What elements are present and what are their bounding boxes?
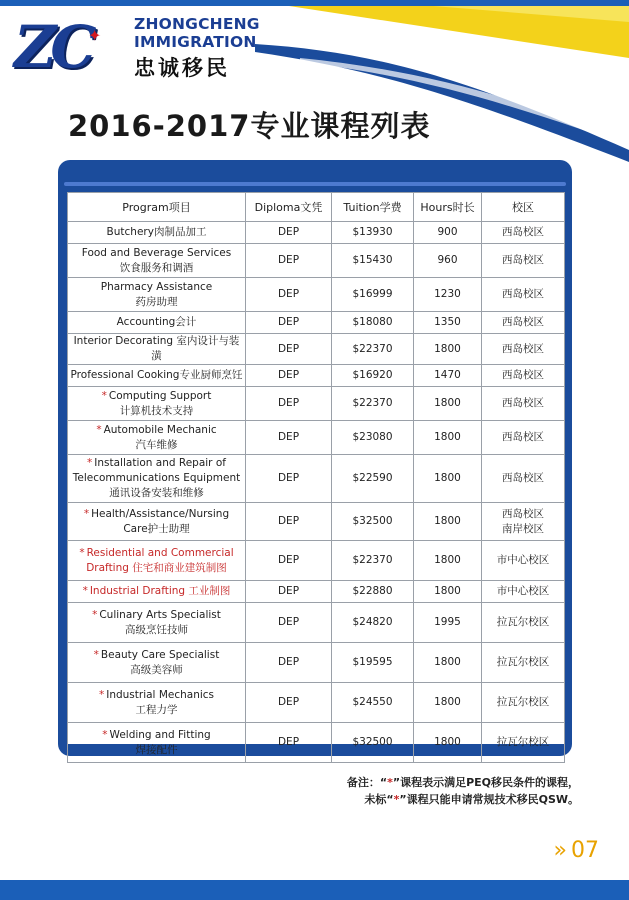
- campus-cell: [482, 455, 565, 503]
- program-name: Professional Cooking专业厨师烹饪: [70, 369, 243, 381]
- tuition-cell: $22880: [332, 581, 414, 603]
- logo-name-cn: 忠诚移民: [134, 56, 230, 80]
- campus-name: 拉瓦尔校区: [496, 616, 550, 628]
- program-name-line2: Drafting 住宅和商业建筑制图: [86, 561, 227, 574]
- program-name: Residential and Commercial: [86, 546, 234, 559]
- logo-mark: ZC: [14, 13, 91, 81]
- table-row: [68, 683, 565, 723]
- campus-name: 拉瓦尔校区: [496, 736, 550, 748]
- program-name-line2: 高级烹饪技师: [125, 623, 188, 636]
- program-name: Butchery肉制品加工: [106, 226, 207, 238]
- header-hours: Hours时长: [414, 193, 482, 222]
- footnote-line2: 未标“*”课程只能申请常规技术移民QSW。: [364, 793, 579, 806]
- hours-cell: 1800: [414, 643, 482, 683]
- program-name: Industrial Drafting 工业制图: [89, 585, 231, 597]
- star-icon: *: [83, 507, 90, 520]
- program-cell: [68, 278, 246, 312]
- hours-cell: 1800: [414, 421, 482, 455]
- hours-cell: 1800: [414, 723, 482, 763]
- program-name-line2: 计算机技术支持: [119, 404, 194, 417]
- program-cell: [68, 222, 246, 244]
- top-bar: [0, 0, 629, 6]
- campus-name: 西岛校区: [502, 316, 544, 328]
- header-tuition: Tuition学费: [332, 193, 414, 222]
- table-row: [68, 421, 565, 455]
- campus-cell: [482, 643, 565, 683]
- campus-name: 市中心校区: [496, 554, 550, 566]
- star-icon: *: [79, 546, 85, 559]
- campus-cell: [482, 421, 565, 455]
- campus-cell: [482, 222, 565, 244]
- campus-cell: [482, 278, 565, 312]
- maple-leaf-icon: ✦: [88, 26, 102, 45]
- campus-cell: [482, 387, 565, 421]
- star-icon: *: [92, 608, 98, 621]
- diploma-cell: DEP: [246, 334, 332, 365]
- program-name-line2: 高级美容师: [130, 663, 183, 676]
- tuition-cell: $23080: [332, 421, 414, 455]
- table-row: [68, 541, 565, 581]
- program-name-line2: Telecommunications Equipment: [72, 472, 241, 484]
- diploma-cell: DEP: [246, 365, 332, 387]
- star-icon: *: [96, 423, 102, 436]
- hours-cell: 1800: [414, 455, 482, 503]
- table-row: [68, 723, 565, 763]
- diploma-cell: DEP: [246, 503, 332, 541]
- program-cell: [68, 581, 246, 603]
- diploma-cell: DEP: [246, 455, 332, 503]
- table-row: [68, 334, 565, 365]
- campus-name: 西岛校区: [502, 288, 544, 300]
- tuition-cell: $22370: [332, 541, 414, 581]
- campus-name: 拉瓦尔校区: [496, 696, 550, 708]
- star-icon: *: [102, 728, 108, 741]
- program-name: Food and Beverage Services: [81, 246, 232, 259]
- program-name: Beauty Care Specialist: [100, 648, 220, 661]
- program-name: Culinary Arts Specialist: [99, 608, 221, 621]
- campus-name: 西岛校区: [502, 431, 544, 443]
- program-name: Accounting会计: [116, 316, 197, 328]
- campus-cell: [482, 365, 565, 387]
- hours-cell: 1800: [414, 683, 482, 723]
- program-name-line2: Care护士助理: [123, 522, 190, 535]
- page-number: » 07: [553, 838, 599, 863]
- tuition-cell: $19595: [332, 643, 414, 683]
- diploma-cell: DEP: [246, 643, 332, 683]
- program-name-line2: 饮食服务和调酒: [119, 261, 194, 274]
- tuition-cell: $22370: [332, 387, 414, 421]
- tuition-cell: $32500: [332, 503, 414, 541]
- footnote-line1: 备注：“*”课程表示满足PEQ移民条件的课程，: [346, 776, 579, 789]
- hours-cell: 1470: [414, 365, 482, 387]
- star-icon: *: [82, 585, 88, 597]
- hours-cell: 1995: [414, 603, 482, 643]
- footnote: [347, 774, 579, 808]
- tuition-cell: $24550: [332, 683, 414, 723]
- program-cell: [68, 603, 246, 643]
- program-name: Computing Support: [108, 389, 212, 402]
- tuition-cell: $13930: [332, 222, 414, 244]
- table-row: [68, 278, 565, 312]
- hours-cell: 1800: [414, 541, 482, 581]
- diploma-cell: DEP: [246, 312, 332, 334]
- course-table-container: [67, 192, 564, 756]
- header-diploma: Diploma文凭: [246, 193, 332, 222]
- diploma-cell: DEP: [246, 541, 332, 581]
- hours-cell: 1800: [414, 581, 482, 603]
- diploma-cell: DEP: [246, 222, 332, 244]
- hours-cell: 1230: [414, 278, 482, 312]
- table-row: [68, 581, 565, 603]
- program-cell: [68, 541, 246, 581]
- star-icon: *: [87, 457, 93, 469]
- star-icon: *: [101, 389, 107, 402]
- program-cell: [68, 723, 246, 763]
- table-row: [68, 244, 565, 278]
- program-cell: [68, 683, 246, 723]
- tuition-cell: $22590: [332, 455, 414, 503]
- campus-name: 市中心校区: [496, 585, 550, 597]
- campus-name-2: 南岸校区: [502, 522, 544, 535]
- tuition-cell: $16920: [332, 365, 414, 387]
- program-cell: [68, 503, 246, 541]
- program-name: Welding and Fitting: [109, 728, 211, 741]
- program-cell: [68, 334, 246, 365]
- header-program: Program项目: [68, 193, 246, 222]
- table-row: [68, 643, 565, 683]
- bottom-bar: [0, 880, 629, 900]
- header-campus: 校区: [482, 193, 565, 222]
- hours-cell: 1800: [414, 387, 482, 421]
- star-icon: *: [93, 648, 99, 661]
- diploma-cell: DEP: [246, 603, 332, 643]
- tuition-cell: $22370: [332, 334, 414, 365]
- chevron-right-icon: »: [553, 838, 567, 863]
- program-name: Installation and Repair of: [94, 457, 226, 469]
- table-row: [68, 503, 565, 541]
- tuition-cell: $15430: [332, 244, 414, 278]
- campus-cell: [482, 581, 565, 603]
- campus-cell: [482, 541, 565, 581]
- table-header-row: [68, 193, 565, 222]
- campus-name: 西岛校区: [502, 254, 544, 266]
- program-name: Interior Decorating 室内设计与装潢: [73, 335, 240, 362]
- program-name: Pharmacy Assistance: [100, 280, 213, 293]
- program-cell: [68, 365, 246, 387]
- campus-name: 西岛校区: [502, 342, 544, 355]
- diploma-cell: DEP: [246, 683, 332, 723]
- campus-cell: [482, 244, 565, 278]
- logo-name-line1: ZHONGCHENG: [134, 15, 260, 33]
- campus-name: 西岛校区: [502, 472, 544, 484]
- table-row: [68, 365, 565, 387]
- diploma-cell: DEP: [246, 244, 332, 278]
- campus-cell: [482, 683, 565, 723]
- diploma-cell: DEP: [246, 421, 332, 455]
- program-name-line2: 焊接配件: [135, 743, 178, 756]
- program-cell: [68, 643, 246, 683]
- program-name-line2: 药房助理: [135, 295, 178, 308]
- diploma-cell: DEP: [246, 278, 332, 312]
- table-row: [68, 312, 565, 334]
- program-name: Industrial Mechanics: [106, 688, 215, 701]
- campus-name: 西岛校区: [502, 369, 544, 381]
- hours-cell: 900: [414, 222, 482, 244]
- hours-cell: 960: [414, 244, 482, 278]
- diploma-cell: DEP: [246, 387, 332, 421]
- hours-cell: 1800: [414, 334, 482, 365]
- hours-cell: 1800: [414, 503, 482, 541]
- table-row: [68, 387, 565, 421]
- diploma-cell: DEP: [246, 723, 332, 763]
- program-cell: [68, 421, 246, 455]
- program-name-line2: 工程力学: [135, 703, 178, 716]
- program-cell: [68, 387, 246, 421]
- tuition-cell: $18080: [332, 312, 414, 334]
- program-name: Automobile Mechanic: [103, 423, 217, 436]
- course-table: [67, 192, 565, 763]
- tuition-cell: $32500: [332, 723, 414, 763]
- campus-cell: [482, 312, 565, 334]
- campus-name: 西岛校区: [502, 397, 544, 409]
- logo-name-line2: IMMIGRATION: [134, 33, 257, 51]
- campus-cell: [482, 334, 565, 365]
- campus-cell: [482, 723, 565, 763]
- campus-name: 西岛校区: [502, 226, 544, 238]
- logo-name-en: [134, 15, 260, 51]
- tuition-cell: $24820: [332, 603, 414, 643]
- tuition-cell: $16999: [332, 278, 414, 312]
- program-cell: [68, 312, 246, 334]
- program-name-line2: 汽车维修: [135, 438, 178, 451]
- campus-cell: [482, 603, 565, 643]
- program-cell: [68, 455, 246, 503]
- table-row: [68, 603, 565, 643]
- campus-name: 拉瓦尔校区: [496, 656, 550, 668]
- page-title: 2016-2017专业课程列表: [68, 109, 431, 143]
- hours-cell: 1350: [414, 312, 482, 334]
- table-row: [68, 455, 565, 503]
- campus-cell: [482, 503, 565, 541]
- star-icon: *: [98, 688, 105, 701]
- diploma-cell: DEP: [246, 581, 332, 603]
- table-row: [68, 222, 565, 244]
- program-name-line3: 通讯设备安装和维修: [109, 487, 204, 499]
- program-name: Health/Assistance/Nursing: [91, 507, 230, 520]
- program-cell: [68, 244, 246, 278]
- campus-name: 西岛校区: [502, 507, 544, 520]
